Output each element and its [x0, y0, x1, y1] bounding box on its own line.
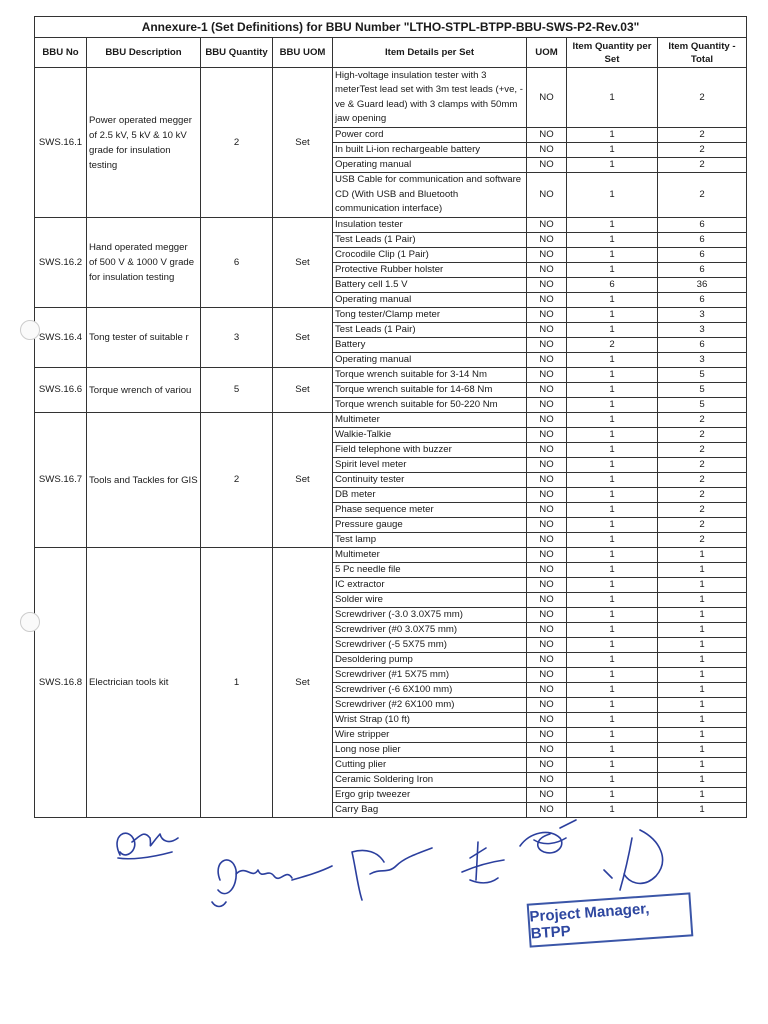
item-detail-cell: Screwdriver (-3.0 3.0X75 mm)	[333, 608, 527, 623]
item-uom-cell: NO	[527, 143, 567, 158]
table-row	[35, 308, 747, 323]
item-uom-cell: NO	[527, 68, 567, 128]
bbu-uom-cell: Set	[273, 68, 333, 218]
item-detail-cell: Screwdriver (#1 5X75 mm)	[333, 668, 527, 683]
item-qty-total-cell: 2	[658, 158, 747, 173]
item-detail-cell: Screwdriver (-6 6X100 mm)	[333, 683, 527, 698]
item-detail-cell: Multimeter	[333, 548, 527, 563]
bbu-description-cell: Electrician tools kit	[87, 548, 201, 818]
item-detail-cell: Pressure gauge	[333, 518, 527, 533]
item-detail-cell: Tong tester/Clamp meter	[333, 308, 527, 323]
item-qty-per-set-cell: 1	[567, 488, 658, 503]
item-uom-cell: NO	[527, 278, 567, 293]
item-uom-cell: NO	[527, 668, 567, 683]
item-uom-cell: NO	[527, 623, 567, 638]
item-qty-per-set-cell: 1	[567, 563, 658, 578]
bbu-uom-cell: Set	[273, 218, 333, 308]
item-detail-cell: Solder wire	[333, 593, 527, 608]
item-qty-total-cell: 1	[658, 743, 747, 758]
item-qty-total-cell: 1	[658, 608, 747, 623]
item-uom-cell: NO	[527, 728, 567, 743]
item-uom-cell: NO	[527, 338, 567, 353]
item-detail-cell: USB Cable for communication and software CD (With USB and Bluetooth communication interface)	[333, 173, 527, 218]
item-qty-total-cell: 3	[658, 323, 747, 338]
item-qty-per-set-cell: 1	[567, 143, 658, 158]
item-detail-cell: Battery	[333, 338, 527, 353]
item-qty-total-cell: 1	[658, 563, 747, 578]
item-detail-cell: Carry Bag	[333, 803, 527, 818]
item-qty-per-set-cell: 1	[567, 368, 658, 383]
item-qty-per-set-cell: 1	[567, 323, 658, 338]
item-detail-cell: Torque wrench suitable for 3-14 Nm	[333, 368, 527, 383]
bbu-uom-cell: Set	[273, 413, 333, 548]
item-detail-cell: Test Leads (1 Pair)	[333, 323, 527, 338]
item-qty-per-set-cell: 1	[567, 623, 658, 638]
header-bbu-quantity: BBU Quantity	[201, 38, 273, 68]
table-title: Annexure-1 (Set Definitions) for BBU Number "LTHO-STPL-BTPP-BBU-SWS-P2-Rev.03"	[35, 17, 747, 38]
stamp-label: Project Manager, BTPP	[529, 900, 650, 943]
item-qty-per-set-cell: 1	[567, 398, 658, 413]
bbu-number-cell: SWS.16.1	[35, 68, 87, 218]
item-uom-cell: NO	[527, 608, 567, 623]
item-qty-total-cell: 1	[658, 653, 747, 668]
item-qty-per-set-cell: 1	[567, 413, 658, 428]
item-qty-total-cell: 5	[658, 398, 747, 413]
item-qty-per-set-cell: 1	[567, 308, 658, 323]
item-qty-per-set-cell: 2	[567, 338, 658, 353]
item-qty-total-cell: 2	[658, 428, 747, 443]
item-uom-cell: NO	[527, 293, 567, 308]
item-qty-total-cell: 1	[658, 668, 747, 683]
item-detail-cell: In built Li-ion rechargeable battery	[333, 143, 527, 158]
bbu-quantity-cell: 2	[201, 413, 273, 548]
item-uom-cell: NO	[527, 488, 567, 503]
table-row	[35, 218, 747, 233]
item-detail-cell: Screwdriver (-5 5X75 mm)	[333, 638, 527, 653]
item-qty-per-set-cell: 1	[567, 443, 658, 458]
item-uom-cell: NO	[527, 353, 567, 368]
item-qty-per-set-cell: 1	[567, 788, 658, 803]
table-row	[35, 413, 747, 428]
item-qty-per-set-cell: 1	[567, 518, 658, 533]
bbu-number-cell: SWS.16.4	[35, 308, 87, 368]
bbu-quantity-cell: 3	[201, 308, 273, 368]
item-qty-total-cell: 6	[658, 248, 747, 263]
item-qty-total-cell: 2	[658, 128, 747, 143]
punch-hole-mark	[20, 320, 40, 340]
item-qty-per-set-cell: 1	[567, 128, 658, 143]
item-uom-cell: NO	[527, 713, 567, 728]
bbu-description-cell: Hand operated megger of 500 V & 1000 V grade for insulation testing	[87, 218, 201, 308]
bbu-description-cell: Power operated megger of 2.5 kV, 5 kV & 10 kV grade for insulation testing	[87, 68, 201, 218]
item-qty-per-set-cell: 1	[567, 248, 658, 263]
item-qty-per-set-cell: 1	[567, 608, 658, 623]
item-qty-total-cell: 1	[658, 578, 747, 593]
header-bbu-uom: BBU UOM	[273, 38, 333, 68]
item-qty-per-set-cell: 1	[567, 353, 658, 368]
item-qty-total-cell: 5	[658, 383, 747, 398]
item-uom-cell: NO	[527, 308, 567, 323]
header-bbu-description: BBU Description	[87, 38, 201, 68]
item-qty-per-set-cell: 1	[567, 773, 658, 788]
item-qty-per-set-cell: 1	[567, 233, 658, 248]
item-uom-cell: NO	[527, 653, 567, 668]
item-uom-cell: NO	[527, 803, 567, 818]
item-uom-cell: NO	[527, 548, 567, 563]
item-qty-per-set-cell: 1	[567, 638, 658, 653]
item-detail-cell: Wrist Strap (10 ft)	[333, 713, 527, 728]
item-qty-per-set-cell: 1	[567, 803, 658, 818]
signature-6	[604, 830, 663, 890]
item-uom-cell: NO	[527, 413, 567, 428]
item-detail-cell: Spirit level meter	[333, 458, 527, 473]
item-uom-cell: NO	[527, 698, 567, 713]
item-qty-per-set-cell: 1	[567, 173, 658, 218]
item-detail-cell: Insulation tester	[333, 218, 527, 233]
item-detail-cell: Torque wrench suitable for 14-68 Nm	[333, 383, 527, 398]
item-qty-total-cell: 2	[658, 473, 747, 488]
item-qty-total-cell: 1	[658, 728, 747, 743]
item-qty-per-set-cell: 1	[567, 263, 658, 278]
item-qty-per-set-cell: 1	[567, 503, 658, 518]
document-sheet	[34, 16, 746, 818]
item-qty-total-cell: 2	[658, 503, 747, 518]
table-row	[35, 68, 747, 128]
item-qty-per-set-cell: 1	[567, 158, 658, 173]
item-uom-cell: NO	[527, 518, 567, 533]
header-uom: UOM	[527, 38, 567, 68]
item-qty-total-cell: 1	[658, 683, 747, 698]
item-qty-per-set-cell: 1	[567, 668, 658, 683]
bbu-uom-cell: Set	[273, 368, 333, 413]
item-detail-cell: Protective Rubber holster	[333, 263, 527, 278]
item-detail-cell: Field telephone with buzzer	[333, 443, 527, 458]
item-qty-total-cell: 2	[658, 173, 747, 218]
item-uom-cell: NO	[527, 578, 567, 593]
item-detail-cell: Ceramic Soldering Iron	[333, 773, 527, 788]
item-qty-total-cell: 2	[658, 518, 747, 533]
bbu-description-cell: Tong tester of suitable r	[87, 308, 201, 368]
bbu-number-cell: SWS.16.7	[35, 413, 87, 548]
item-qty-per-set-cell: 1	[567, 728, 658, 743]
header-item-qty-total: Item Quantity - Total	[658, 38, 747, 68]
item-detail-cell: DB meter	[333, 488, 527, 503]
bbu-number-cell: SWS.16.8	[35, 548, 87, 818]
item-qty-per-set-cell: 1	[567, 473, 658, 488]
item-qty-per-set-cell: 1	[567, 548, 658, 563]
item-detail-cell: Torque wrench suitable for 50-220 Nm	[333, 398, 527, 413]
bbu-number-cell: SWS.16.6	[35, 368, 87, 413]
item-detail-cell: Operating manual	[333, 158, 527, 173]
item-qty-total-cell: 1	[658, 713, 747, 728]
item-uom-cell: NO	[527, 383, 567, 398]
item-uom-cell: NO	[527, 788, 567, 803]
item-detail-cell: Walkie-Talkie	[333, 428, 527, 443]
item-qty-per-set-cell: 1	[567, 428, 658, 443]
set-definitions-table	[34, 16, 747, 818]
item-uom-cell: NO	[527, 443, 567, 458]
item-qty-total-cell: 6	[658, 263, 747, 278]
item-qty-total-cell: 2	[658, 458, 747, 473]
item-qty-per-set-cell: 1	[567, 533, 658, 548]
item-uom-cell: NO	[527, 473, 567, 488]
item-detail-cell: Screwdriver (#2 6X100 mm)	[333, 698, 527, 713]
item-detail-cell: High-voltage insulation tester with 3 meterTest lead set with 3m test leads (+ve, -ve & Guard lead) with 3 clamps with 50mm jaw opening	[333, 68, 527, 128]
item-qty-total-cell: 1	[658, 773, 747, 788]
project-manager-stamp	[527, 892, 694, 947]
item-uom-cell: NO	[527, 683, 567, 698]
item-uom-cell: NO	[527, 563, 567, 578]
bbu-quantity-cell: 1	[201, 548, 273, 818]
item-qty-per-set-cell: 1	[567, 698, 658, 713]
item-qty-total-cell: 2	[658, 488, 747, 503]
bbu-quantity-cell: 5	[201, 368, 273, 413]
signature-4	[462, 842, 504, 883]
punch-hole-mark	[20, 612, 40, 632]
item-detail-cell: Continuity tester	[333, 473, 527, 488]
item-uom-cell: NO	[527, 218, 567, 233]
item-qty-total-cell: 1	[658, 803, 747, 818]
item-detail-cell: Crocodile Clip (1 Pair)	[333, 248, 527, 263]
item-detail-cell: Power cord	[333, 128, 527, 143]
item-detail-cell: Phase sequence meter	[333, 503, 527, 518]
item-qty-per-set-cell: 1	[567, 68, 658, 128]
item-uom-cell: NO	[527, 758, 567, 773]
item-qty-total-cell: 1	[658, 623, 747, 638]
item-qty-per-set-cell: 1	[567, 458, 658, 473]
item-detail-cell: Screwdriver (#0 3.0X75 mm)	[333, 623, 527, 638]
item-uom-cell: NO	[527, 158, 567, 173]
item-uom-cell: NO	[527, 233, 567, 248]
item-qty-total-cell: 3	[658, 308, 747, 323]
item-qty-total-cell: 2	[658, 143, 747, 158]
item-detail-cell: 5 Pc needle file	[333, 563, 527, 578]
item-qty-total-cell: 2	[658, 533, 747, 548]
item-uom-cell: NO	[527, 593, 567, 608]
bbu-description-cell: Tools and Tackles for GIS	[87, 413, 201, 548]
item-qty-total-cell: 2	[658, 413, 747, 428]
item-qty-per-set-cell: 1	[567, 383, 658, 398]
item-detail-cell: Test lamp	[333, 533, 527, 548]
header-bbu-no: BBU No	[35, 38, 87, 68]
item-uom-cell: NO	[527, 128, 567, 143]
item-uom-cell: NO	[527, 533, 567, 548]
item-uom-cell: NO	[527, 638, 567, 653]
item-detail-cell: Multimeter	[333, 413, 527, 428]
item-detail-cell: Cutting plier	[333, 758, 527, 773]
item-uom-cell: NO	[527, 458, 567, 473]
table-row	[35, 548, 747, 563]
item-detail-cell: Operating manual	[333, 353, 527, 368]
table-row	[35, 368, 747, 383]
bbu-number-cell: SWS.16.2	[35, 218, 87, 308]
item-uom-cell: NO	[527, 398, 567, 413]
item-detail-cell: Test Leads (1 Pair)	[333, 233, 527, 248]
item-detail-cell: Desoldering pump	[333, 653, 527, 668]
item-qty-total-cell: 1	[658, 788, 747, 803]
item-qty-total-cell: 2	[658, 68, 747, 128]
bbu-description-cell: Torque wrench of variou	[87, 368, 201, 413]
item-qty-per-set-cell: 1	[567, 683, 658, 698]
item-detail-cell: Operating manual	[333, 293, 527, 308]
bbu-quantity-cell: 6	[201, 218, 273, 308]
item-qty-per-set-cell: 1	[567, 758, 658, 773]
item-detail-cell: Wire stripper	[333, 728, 527, 743]
bbu-uom-cell: Set	[273, 548, 333, 818]
item-qty-total-cell: 3	[658, 353, 747, 368]
item-qty-total-cell: 2	[658, 443, 747, 458]
item-qty-per-set-cell: 1	[567, 293, 658, 308]
item-qty-per-set-cell: 1	[567, 578, 658, 593]
item-uom-cell: NO	[527, 368, 567, 383]
item-qty-total-cell: 36	[658, 278, 747, 293]
header-item-qty-per-set: Item Quantity per Set	[567, 38, 658, 68]
item-qty-total-cell: 1	[658, 548, 747, 563]
table-body	[35, 68, 747, 818]
signature-3	[352, 848, 432, 900]
item-qty-per-set-cell: 6	[567, 278, 658, 293]
item-qty-total-cell: 1	[658, 593, 747, 608]
item-uom-cell: NO	[527, 248, 567, 263]
item-uom-cell: NO	[527, 173, 567, 218]
item-qty-per-set-cell: 1	[567, 653, 658, 668]
signature-2	[212, 860, 332, 907]
item-uom-cell: NO	[527, 323, 567, 338]
item-uom-cell: NO	[527, 503, 567, 518]
item-qty-total-cell: 1	[658, 638, 747, 653]
item-uom-cell: NO	[527, 773, 567, 788]
item-detail-cell: Ergo grip tweezer	[333, 788, 527, 803]
bbu-uom-cell: Set	[273, 308, 333, 368]
item-detail-cell: IC extractor	[333, 578, 527, 593]
item-qty-total-cell: 1	[658, 758, 747, 773]
item-qty-total-cell: 5	[658, 368, 747, 383]
item-detail-cell: Battery cell 1.5 V	[333, 278, 527, 293]
signature-1	[117, 833, 178, 859]
item-qty-total-cell: 6	[658, 218, 747, 233]
signature-5	[520, 820, 576, 853]
header-item-details: Item Details per Set	[333, 38, 527, 68]
item-uom-cell: NO	[527, 743, 567, 758]
item-qty-total-cell: 6	[658, 293, 747, 308]
item-detail-cell: Long nose plier	[333, 743, 527, 758]
item-qty-per-set-cell: 1	[567, 593, 658, 608]
item-uom-cell: NO	[527, 263, 567, 278]
item-qty-total-cell: 1	[658, 698, 747, 713]
item-qty-per-set-cell: 1	[567, 713, 658, 728]
item-qty-total-cell: 6	[658, 338, 747, 353]
item-qty-per-set-cell: 1	[567, 218, 658, 233]
item-qty-total-cell: 6	[658, 233, 747, 248]
item-qty-per-set-cell: 1	[567, 743, 658, 758]
bbu-quantity-cell: 2	[201, 68, 273, 218]
item-uom-cell: NO	[527, 428, 567, 443]
